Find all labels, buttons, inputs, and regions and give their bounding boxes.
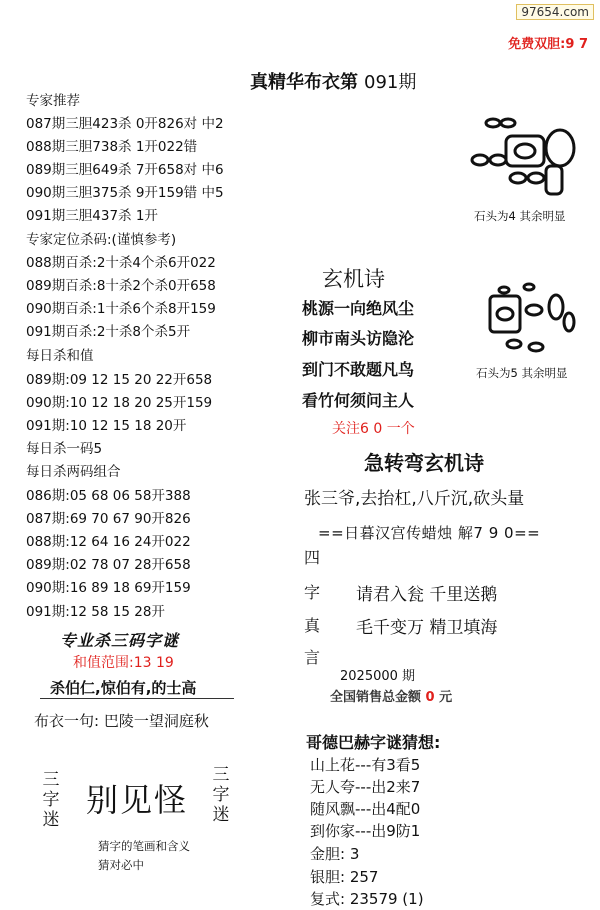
sales-unit: 元 xyxy=(439,690,453,705)
stone-caption-2: 石头为5 其余明显 xyxy=(476,366,568,380)
riddle3-text: 杀伯仁,惊伯有,的士高 xyxy=(50,679,197,697)
goldbach-line: 到你家---出9防1 xyxy=(310,822,421,840)
free-pair: 免费双胆:9 7 xyxy=(508,37,588,52)
four-words-char: 真 xyxy=(304,616,321,635)
expert-heading: 专家推荐 xyxy=(26,93,80,109)
sunset-line: ==日暮汉宫传蜡烛 解7 9 0== xyxy=(318,524,541,542)
riddle-word: 别见怪 xyxy=(86,781,189,819)
four-words-row-1: 请君入瓮 千里送鹅 xyxy=(356,585,498,605)
sum-kill-line: 091期:10 12 15 18 20开 xyxy=(26,418,187,434)
sum-kill-line: 090期:10 12 18 20 25开159 xyxy=(26,395,213,411)
two-combo-line: 090期:16 89 18 69开159 xyxy=(26,580,191,596)
goldbach-heading: 哥德巴赫字谜猜想: xyxy=(306,733,441,752)
poem-line: 看竹何须问主人 xyxy=(302,391,415,410)
four-words-row-2: 毛千变万 精卫填海 xyxy=(356,618,498,638)
goldbach-line: 复式: 23579 (1) xyxy=(310,890,424,908)
riddle3-heading: 专业杀三码字谜 xyxy=(60,631,180,650)
expert-line: 088期三胆738杀 1开022错 xyxy=(26,139,198,155)
expert-line: 087期三胆423杀 0开826对 中2 xyxy=(26,116,224,132)
goldbach-line: 金胆: 3 xyxy=(310,845,360,863)
two-combo-line: 088期:12 64 16 24开022 xyxy=(26,534,191,550)
side-left-text: 三字迷 xyxy=(42,770,60,830)
goldbach-line: 随风飘---出4配0 xyxy=(310,800,421,818)
poem-line: 柳市南头访隐沦 xyxy=(302,329,415,348)
riddle3-range: 和值范围:13 19 xyxy=(73,655,174,671)
stone-picture-2-icon xyxy=(484,282,579,357)
site-badge[interactable]: 97654.com xyxy=(516,4,594,20)
side-right-text: 三字迷 xyxy=(212,765,230,825)
expert-line: 089期三胆649杀 7开658对 中6 xyxy=(26,162,224,178)
side-label-right xyxy=(212,765,232,825)
stone-caption-1: 石头为4 其余明显 xyxy=(474,209,566,223)
kill-one: 每日杀一码5 xyxy=(26,441,103,457)
goldbach-line: 无人夸---出2来7 xyxy=(310,778,421,796)
sales-label: 全国销售总金额 xyxy=(330,690,422,705)
four-words-char: 四 xyxy=(304,548,321,567)
expert-line: 090期三胆375杀 9开159错 中5 xyxy=(26,185,224,201)
goldbach-line: 山上花---有3看5 xyxy=(310,756,421,774)
position-kill-line: 091期百杀:2十杀8个杀5开 xyxy=(26,324,191,340)
two-combo-heading: 每日杀两码组合 xyxy=(26,464,121,480)
two-combo-line: 089期:02 78 07 28开658 xyxy=(26,557,191,573)
turn-poem-title: 急转弯玄机诗 xyxy=(364,451,484,475)
position-kill-line: 089期百杀:8十杀2个杀0开658 xyxy=(26,278,216,294)
poem-line: 到门不敢题凡鸟 xyxy=(302,360,415,379)
divider xyxy=(40,698,234,699)
follow-note: 关注6 0 一个 xyxy=(332,421,415,437)
buyi-sentence: 布衣一句: 巴陵一望洞庭秋 xyxy=(34,712,209,730)
four-words-char: 言 xyxy=(304,648,321,667)
stone-picture-1-icon xyxy=(468,108,583,200)
expert-line: 091期三胆437杀 1开 xyxy=(26,208,158,224)
sales-issue: 2025000 期 xyxy=(340,669,416,684)
page-title xyxy=(250,68,416,94)
two-combo-line: 091期:12 58 15 28开 xyxy=(26,604,165,620)
turn-poem-text: 张三爷,去抬杠,八斤沉,砍头量 xyxy=(304,489,525,509)
sum-kill-line: 089期:09 12 15 20 22开658 xyxy=(26,372,213,388)
sales-total xyxy=(330,686,452,705)
position-kill-line: 088期百杀:2十杀4个杀6开022 xyxy=(26,255,216,271)
goldbach-line: 银胆: 257 xyxy=(310,868,379,886)
sum-kill-heading: 每日杀和值 xyxy=(26,348,94,364)
side-label-left xyxy=(42,770,62,830)
two-combo-line: 086期:05 68 06 58开388 xyxy=(26,488,191,504)
position-kill-line: 090期百杀:1十杀6个杀8开159 xyxy=(26,301,216,317)
title-text: 真精华布衣第 xyxy=(250,72,358,93)
two-combo-line: 087期:69 70 67 90开826 xyxy=(26,511,191,527)
riddle-hint-1: 猜字的笔画和含义 xyxy=(98,839,190,853)
issue-number: 091期 xyxy=(364,72,417,93)
poem-line: 桃源一向绝风尘 xyxy=(302,299,415,318)
poem-title: 玄机诗 xyxy=(322,267,385,291)
sales-amount: 0 xyxy=(425,690,435,705)
riddle-hint-2: 猜对必中 xyxy=(98,858,144,872)
four-words-char: 字 xyxy=(304,583,321,602)
position-kill-heading: 专家定位杀码:(谨慎参考) xyxy=(26,232,177,248)
